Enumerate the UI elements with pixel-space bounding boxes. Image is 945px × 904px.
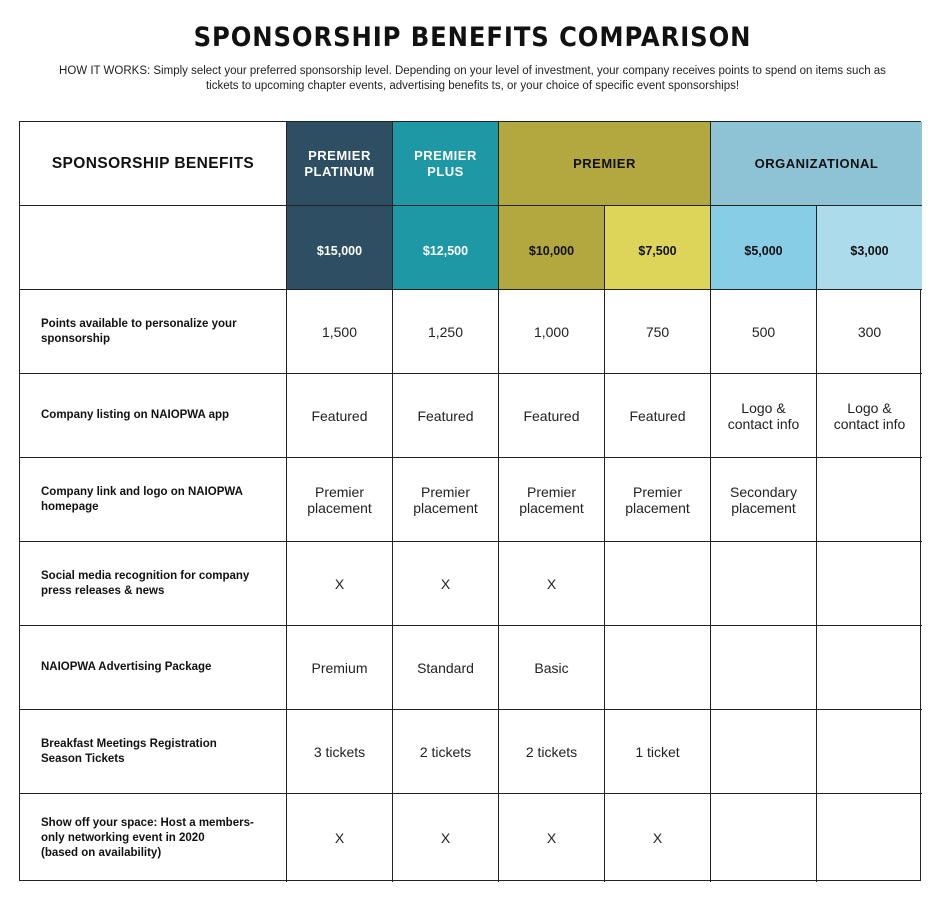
corner-header: SPONSORSHIP BENEFITS (20, 122, 287, 206)
benefit-value (817, 458, 922, 542)
benefit-value: Premier placement (287, 458, 393, 542)
benefit-value: Featured (499, 374, 605, 458)
price-header: $15,000 (287, 206, 393, 290)
benefit-label: Show off your space: Host a members-only networking event in 2020 (based on availability) (20, 794, 287, 882)
benefit-value: Premium (287, 626, 393, 710)
benefit-value: X (287, 542, 393, 626)
benefit-value: 300 (817, 290, 922, 374)
benefit-value: Secondary placement (711, 458, 817, 542)
benefit-value: Logo & contact info (711, 374, 817, 458)
price-row-label (20, 206, 287, 290)
benefit-value (605, 626, 711, 710)
benefit-value: X (393, 794, 499, 882)
page-title: SPONSORSHIP BENEFITS COMPARISON (193, 22, 752, 53)
benefit-label: Social media recognition for company press releases & news (20, 542, 287, 626)
benefit-value: Standard (393, 626, 499, 710)
benefit-value: 1,500 (287, 290, 393, 374)
benefit-value (817, 626, 922, 710)
benefit-value: Premier placement (605, 458, 711, 542)
benefit-label: Company listing on NAIOPWA app (20, 374, 287, 458)
benefit-value: 750 (605, 290, 711, 374)
benefit-value: 2 tickets (499, 710, 605, 794)
benefit-label: Company link and logo on NAIOPWA homepage (20, 458, 287, 542)
benefit-value: 2 tickets (393, 710, 499, 794)
benefit-value: X (287, 794, 393, 882)
benefit-value: Featured (287, 374, 393, 458)
price-header: $5,000 (711, 206, 817, 290)
price-header: $12,500 (393, 206, 499, 290)
benefit-value: Premier placement (499, 458, 605, 542)
benefit-value: X (605, 794, 711, 882)
tier-group-header: PREMIER PLUS (393, 122, 499, 206)
benefit-value (711, 794, 817, 882)
benefit-value (817, 542, 922, 626)
benefit-value (711, 710, 817, 794)
benefit-value: Featured (393, 374, 499, 458)
price-header: $7,500 (605, 206, 711, 290)
benefit-value: 500 (711, 290, 817, 374)
benefit-value: 1,250 (393, 290, 499, 374)
benefit-value: Featured (605, 374, 711, 458)
benefit-value (817, 794, 922, 882)
benefit-label: Points available to personalize your sponsorship (20, 290, 287, 374)
benefit-value: Basic (499, 626, 605, 710)
benefit-value: 1 ticket (605, 710, 711, 794)
benefit-value (605, 542, 711, 626)
benefit-value (817, 710, 922, 794)
tier-group-header: ORGANIZATIONAL (711, 122, 922, 206)
price-header: $3,000 (817, 206, 922, 290)
benefit-value: X (499, 794, 605, 882)
tier-group-header: PREMIER PLATINUM (287, 122, 393, 206)
benefit-value: Logo & contact info (817, 374, 922, 458)
benefit-value: 3 tickets (287, 710, 393, 794)
how-it-works-text: HOW IT WORKS: Simply select your preferred sponsorship level. Depending on your level of investment, your company receives points to spend on items such as tickets to upcoming chapter events, advertising benefits ts, or your choice of specific event sponsorships! (59, 65, 886, 92)
benefit-label: Breakfast Meetings Registration Season Tickets (20, 710, 287, 794)
benefit-value: 1,000 (499, 290, 605, 374)
benefit-value: X (393, 542, 499, 626)
benefit-value: X (499, 542, 605, 626)
price-header: $10,000 (499, 206, 605, 290)
benefit-value (711, 542, 817, 626)
benefit-value (711, 626, 817, 710)
tier-group-header: PREMIER (499, 122, 711, 206)
benefit-label: NAIOPWA Advertising Package (20, 626, 287, 710)
benefit-value: Premier placement (393, 458, 499, 542)
sponsorship-comparison-table (19, 121, 921, 881)
